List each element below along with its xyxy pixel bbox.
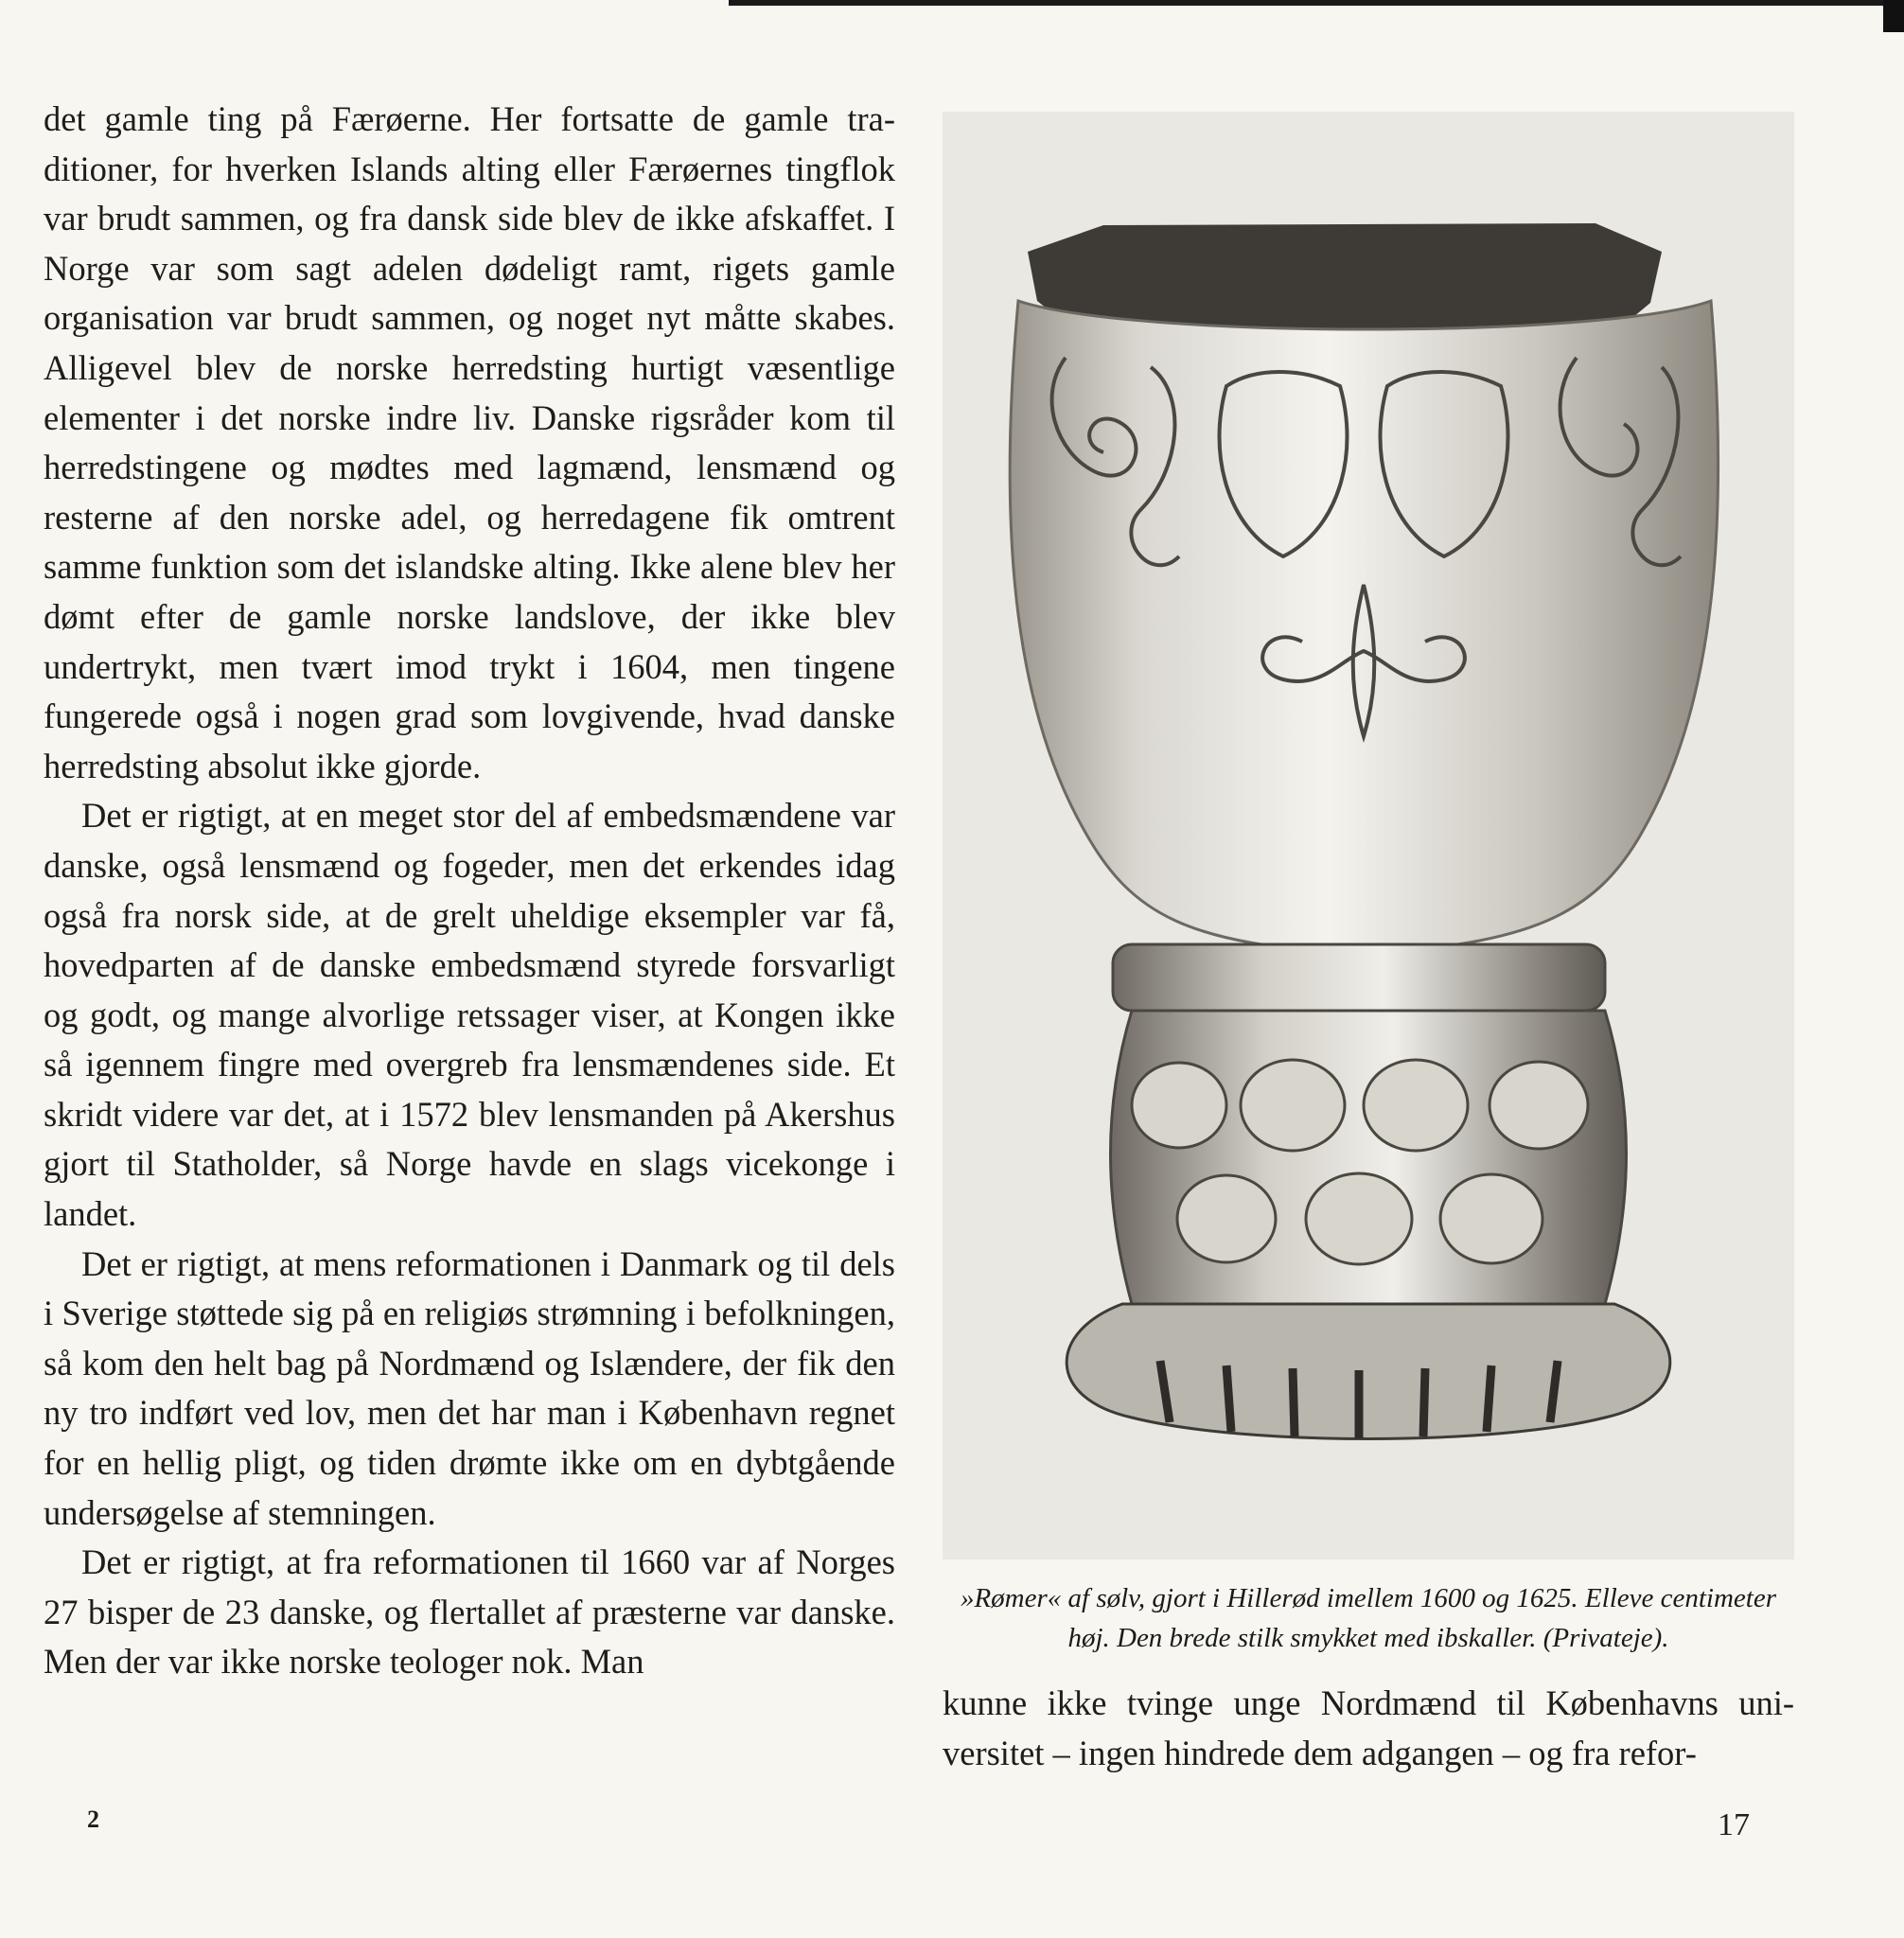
figure-caption: »Rømer« af sølv, gjort i Hillerød imellem 1600 og 1625. Elleve centimeter høj. Den brede stilk smykket med ibskaller. (Privateje). xyxy=(960,1583,1777,1653)
signature-mark: 2 xyxy=(87,1806,99,1833)
roemer-goblet-illustration xyxy=(943,112,1794,1559)
top-rule xyxy=(729,0,1904,6)
paragraph-3: Det er rigtigt, at mens reformationen i Danmark og til dels i Sverige støttede sig på en religiøs strømning i befolkningen, så kom den helt bag på Nordmænd og Islændere, der fik den ny tro indført ved lov, men det har man i København regnet for en hellig pligt, og tiden drømte ikke om en dybtgående undersøgelse af stemningen. xyxy=(44,1243,895,1532)
left-text-column xyxy=(44,95,895,1687)
paragraph-1: det gamle ting på Færøerne. Her fortsatte de gamle traditioner, for hverken Islands alting eller Færøernes tingflok var brudt sammen, og fra dansk side blev de ikke afskaffet. I Norge var som sagt adelen dødeligt ramt, rigets gamle organisation var brudt sammen, og noget nyt måtte skabes. Alligevel blev de norske herredsting hurtigt væsentlige elementer i det norske indre liv. Danske rigsråder kom til herredstingene og mødtes med lagmænd, lensmænd og resterne af den norske adel, og herredagene fik omtrent samme funktion som det islandske alting. Ikke alene blev her dømt efter de gamle norske landslove, der ikke blev undertrykt, men tvært imod trykt i 1604, men tingene fungerede også i nogen grad som lovgivende, hvad danske herredsting absolut ikke gjorde. xyxy=(44,99,895,785)
right-column-text: kunne ikke tvinge unge Nordmænd til Københavns universitet – ingen hindrede dem adgangen – og fra refor- xyxy=(943,1683,1794,1772)
paragraph-2: Det er rigtigt, at en meget stor del af embedsmændene var danske, også lensmænd og fogeder, men det erkendes idag også fra norsk side, at de grelt uheldige eksempler var få, hovedparten af de danske embedsmænd styrede forsvarligt og godt, og mange alvorlige retssager viser, at Kongen ikke så igennem fingre med overgreb fra lensmændenes side. Et skridt videre var det, at i 1572 blev lensmanden på Akershus gjort til Statholder, så Norge havde en slags vicekonge i landet. xyxy=(44,796,895,1234)
right-column xyxy=(943,112,1794,1778)
paragraph-4: Det er rigtigt, at fra reformationen til 1660 var af Norges 27 bisper de 23 danske, og flertallet af præsterne var danske. Men der var ikke norske teologer nok. Man xyxy=(44,1542,895,1682)
page-number: 17 xyxy=(1718,1807,1750,1842)
goblet-photograph xyxy=(943,112,1794,1559)
